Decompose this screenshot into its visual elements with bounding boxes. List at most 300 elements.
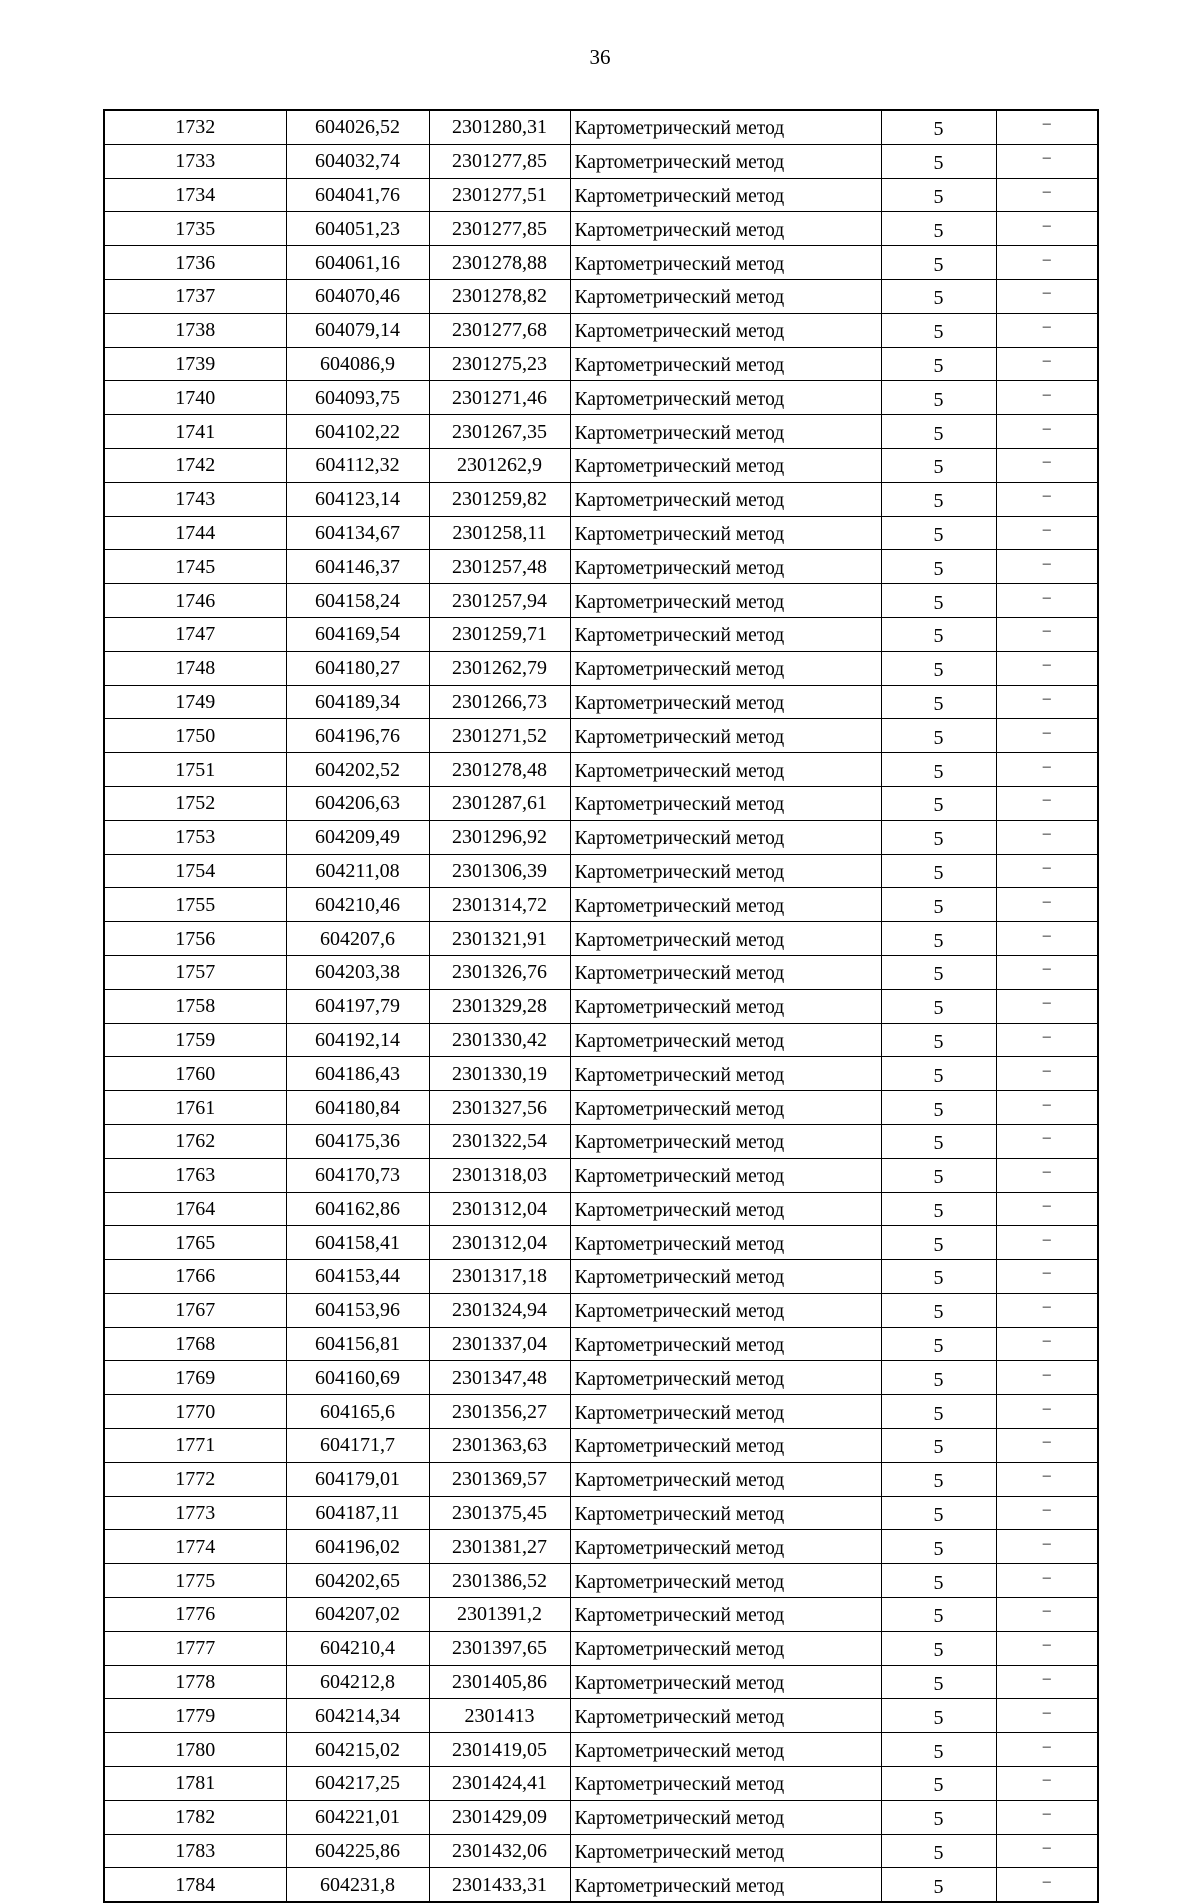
x-coordinate-cell: 604217,25: [286, 1767, 429, 1801]
note-cell: –: [996, 1293, 1098, 1327]
method-cell: Картометрический метод: [570, 1057, 881, 1091]
accuracy-cell: 5: [881, 1462, 996, 1496]
table-row: [104, 1124, 1098, 1158]
note-cell: –: [996, 1462, 1098, 1496]
note-cell: –: [996, 246, 1098, 280]
table-row: [104, 415, 1098, 449]
note-cell: –: [996, 1260, 1098, 1294]
note-cell: –: [996, 786, 1098, 820]
note-cell: –: [996, 1429, 1098, 1463]
y-coordinate-cell: 2301330,42: [429, 1023, 570, 1057]
accuracy-cell: 5: [881, 1124, 996, 1158]
x-coordinate-cell: 604165,6: [286, 1395, 429, 1429]
method-cell: Картометрический метод: [570, 1158, 881, 1192]
accuracy-cell: 5: [881, 347, 996, 381]
table-row: [104, 753, 1098, 787]
method-cell: Картометрический метод: [570, 753, 881, 787]
accuracy-cell: 5: [881, 1057, 996, 1091]
method-cell: Картометрический метод: [570, 989, 881, 1023]
accuracy-cell: 5: [881, 246, 996, 280]
y-coordinate-cell: 2301318,03: [429, 1158, 570, 1192]
accuracy-cell: 5: [881, 1733, 996, 1767]
y-coordinate-cell: 2301271,46: [429, 381, 570, 415]
y-coordinate-cell: 2301330,19: [429, 1057, 570, 1091]
x-coordinate-cell: 604070,46: [286, 279, 429, 313]
note-cell: –: [996, 1665, 1098, 1699]
note-cell: –: [996, 279, 1098, 313]
point-number-cell: 1779: [104, 1699, 286, 1733]
method-cell: Картометрический метод: [570, 1767, 881, 1801]
accuracy-cell: 5: [881, 719, 996, 753]
table-row: [104, 1800, 1098, 1834]
y-coordinate-cell: 2301258,11: [429, 516, 570, 550]
accuracy-cell: 5: [881, 1158, 996, 1192]
table-row: [104, 1868, 1098, 1902]
point-number-cell: 1771: [104, 1429, 286, 1463]
note-cell: –: [996, 415, 1098, 449]
accuracy-cell: 5: [881, 1192, 996, 1226]
y-coordinate-cell: 2301397,65: [429, 1631, 570, 1665]
table-row: [104, 989, 1098, 1023]
y-coordinate-cell: 2301347,48: [429, 1361, 570, 1395]
x-coordinate-cell: 604134,67: [286, 516, 429, 550]
method-cell: Картометрический метод: [570, 1733, 881, 1767]
accuracy-cell: 5: [881, 1260, 996, 1294]
accuracy-cell: 5: [881, 753, 996, 787]
accuracy-cell: 5: [881, 786, 996, 820]
table-row: [104, 854, 1098, 888]
table-row: [104, 1598, 1098, 1632]
method-cell: Картометрический метод: [570, 888, 881, 922]
accuracy-cell: 5: [881, 1293, 996, 1327]
accuracy-cell: 5: [881, 1091, 996, 1125]
note-cell: –: [996, 854, 1098, 888]
accuracy-cell: 5: [881, 955, 996, 989]
x-coordinate-cell: 604202,65: [286, 1564, 429, 1598]
x-coordinate-cell: 604210,46: [286, 888, 429, 922]
coordinates-table-body: [104, 110, 1098, 1902]
y-coordinate-cell: 2301337,04: [429, 1327, 570, 1361]
note-cell: –: [996, 1564, 1098, 1598]
accuracy-cell: 5: [881, 482, 996, 516]
note-cell: –: [996, 1834, 1098, 1868]
method-cell: Картометрический метод: [570, 347, 881, 381]
method-cell: Картометрический метод: [570, 313, 881, 347]
y-coordinate-cell: 2301429,09: [429, 1800, 570, 1834]
method-cell: Картометрический метод: [570, 719, 881, 753]
point-number-cell: 1744: [104, 516, 286, 550]
table-row: [104, 1496, 1098, 1530]
method-cell: Картометрический метод: [570, 1800, 881, 1834]
method-cell: Картометрический метод: [570, 1564, 881, 1598]
y-coordinate-cell: 2301405,86: [429, 1665, 570, 1699]
y-coordinate-cell: 2301413: [429, 1699, 570, 1733]
y-coordinate-cell: 2301391,2: [429, 1598, 570, 1632]
y-coordinate-cell: 2301327,56: [429, 1091, 570, 1125]
method-cell: Картометрический метод: [570, 1023, 881, 1057]
accuracy-cell: 5: [881, 1834, 996, 1868]
x-coordinate-cell: 604169,54: [286, 617, 429, 651]
point-number-cell: 1754: [104, 854, 286, 888]
x-coordinate-cell: 604187,11: [286, 1496, 429, 1530]
table-row: [104, 1834, 1098, 1868]
method-cell: Картометрический метод: [570, 1260, 881, 1294]
method-cell: Картометрический метод: [570, 1327, 881, 1361]
y-coordinate-cell: 2301278,88: [429, 246, 570, 280]
point-number-cell: 1767: [104, 1293, 286, 1327]
table-row: [104, 719, 1098, 753]
point-number-cell: 1782: [104, 1800, 286, 1834]
point-number-cell: 1753: [104, 820, 286, 854]
y-coordinate-cell: 2301356,27: [429, 1395, 570, 1429]
x-coordinate-cell: 604175,36: [286, 1124, 429, 1158]
point-number-cell: 1750: [104, 719, 286, 753]
table-row: [104, 313, 1098, 347]
method-cell: Картометрический метод: [570, 381, 881, 415]
method-cell: Картометрический метод: [570, 1124, 881, 1158]
point-number-cell: 1739: [104, 347, 286, 381]
note-cell: –: [996, 178, 1098, 212]
table-row: [104, 1158, 1098, 1192]
note-cell: –: [996, 955, 1098, 989]
accuracy-cell: 5: [881, 617, 996, 651]
table-row: [104, 448, 1098, 482]
accuracy-cell: 5: [881, 888, 996, 922]
note-cell: –: [996, 1800, 1098, 1834]
y-coordinate-cell: 2301317,18: [429, 1260, 570, 1294]
point-number-cell: 1756: [104, 922, 286, 956]
note-cell: –: [996, 110, 1098, 144]
table-row: [104, 110, 1098, 144]
table-row: [104, 1631, 1098, 1665]
method-cell: Картометрический метод: [570, 955, 881, 989]
accuracy-cell: 5: [881, 313, 996, 347]
table-row: [104, 820, 1098, 854]
x-coordinate-cell: 604192,14: [286, 1023, 429, 1057]
accuracy-cell: 5: [881, 1800, 996, 1834]
note-cell: –: [996, 584, 1098, 618]
table-row: [104, 1192, 1098, 1226]
y-coordinate-cell: 2301312,04: [429, 1192, 570, 1226]
note-cell: –: [996, 1023, 1098, 1057]
accuracy-cell: 5: [881, 110, 996, 144]
table-row: [104, 1260, 1098, 1294]
point-number-cell: 1759: [104, 1023, 286, 1057]
x-coordinate-cell: 604202,52: [286, 753, 429, 787]
y-coordinate-cell: 2301257,48: [429, 550, 570, 584]
note-cell: –: [996, 1192, 1098, 1226]
y-coordinate-cell: 2301287,61: [429, 786, 570, 820]
note-cell: –: [996, 820, 1098, 854]
point-number-cell: 1755: [104, 888, 286, 922]
y-coordinate-cell: 2301271,52: [429, 719, 570, 753]
point-number-cell: 1773: [104, 1496, 286, 1530]
table-row: [104, 178, 1098, 212]
method-cell: Картометрический метод: [570, 482, 881, 516]
point-number-cell: 1748: [104, 651, 286, 685]
table-row: [104, 1530, 1098, 1564]
accuracy-cell: 5: [881, 1496, 996, 1530]
note-cell: –: [996, 1733, 1098, 1767]
y-coordinate-cell: 2301322,54: [429, 1124, 570, 1158]
method-cell: Картометрический метод: [570, 617, 881, 651]
point-number-cell: 1757: [104, 955, 286, 989]
point-number-cell: 1733: [104, 144, 286, 178]
point-number-cell: 1752: [104, 786, 286, 820]
y-coordinate-cell: 2301266,73: [429, 685, 570, 719]
x-coordinate-cell: 604051,23: [286, 212, 429, 246]
table-row: [104, 955, 1098, 989]
x-coordinate-cell: 604231,8: [286, 1868, 429, 1902]
y-coordinate-cell: 2301277,51: [429, 178, 570, 212]
x-coordinate-cell: 604221,01: [286, 1800, 429, 1834]
x-coordinate-cell: 604186,43: [286, 1057, 429, 1091]
accuracy-cell: 5: [881, 516, 996, 550]
y-coordinate-cell: 2301262,9: [429, 448, 570, 482]
point-number-cell: 1738: [104, 313, 286, 347]
x-coordinate-cell: 604170,73: [286, 1158, 429, 1192]
point-number-cell: 1732: [104, 110, 286, 144]
accuracy-cell: 5: [881, 415, 996, 449]
page-number: 36: [589, 45, 611, 69]
x-coordinate-cell: 604206,63: [286, 786, 429, 820]
method-cell: Картометрический метод: [570, 651, 881, 685]
note-cell: –: [996, 448, 1098, 482]
x-coordinate-cell: 604196,02: [286, 1530, 429, 1564]
x-coordinate-cell: 604207,6: [286, 922, 429, 956]
table-row: [104, 347, 1098, 381]
accuracy-cell: 5: [881, 1429, 996, 1463]
y-coordinate-cell: 2301419,05: [429, 1733, 570, 1767]
y-coordinate-cell: 2301257,94: [429, 584, 570, 618]
method-cell: Картометрический метод: [570, 1530, 881, 1564]
method-cell: Картометрический метод: [570, 448, 881, 482]
accuracy-cell: 5: [881, 1699, 996, 1733]
accuracy-cell: 5: [881, 279, 996, 313]
y-coordinate-cell: 2301326,76: [429, 955, 570, 989]
accuracy-cell: 5: [881, 144, 996, 178]
note-cell: –: [996, 1767, 1098, 1801]
x-coordinate-cell: 604032,74: [286, 144, 429, 178]
table-row: [104, 1327, 1098, 1361]
note-cell: –: [996, 550, 1098, 584]
note-cell: –: [996, 989, 1098, 1023]
method-cell: Картометрический метод: [570, 1395, 881, 1429]
method-cell: Картометрический метод: [570, 550, 881, 584]
accuracy-cell: 5: [881, 381, 996, 415]
method-cell: Картометрический метод: [570, 415, 881, 449]
y-coordinate-cell: 2301375,45: [429, 1496, 570, 1530]
accuracy-cell: 5: [881, 178, 996, 212]
x-coordinate-cell: 604061,16: [286, 246, 429, 280]
accuracy-cell: 5: [881, 1226, 996, 1260]
x-coordinate-cell: 604171,7: [286, 1429, 429, 1463]
accuracy-cell: 5: [881, 1530, 996, 1564]
x-coordinate-cell: 604179,01: [286, 1462, 429, 1496]
accuracy-cell: 5: [881, 1395, 996, 1429]
note-cell: –: [996, 1361, 1098, 1395]
note-cell: –: [996, 719, 1098, 753]
point-number-cell: 1760: [104, 1057, 286, 1091]
x-coordinate-cell: 604210,4: [286, 1631, 429, 1665]
y-coordinate-cell: 2301369,57: [429, 1462, 570, 1496]
x-coordinate-cell: 604112,32: [286, 448, 429, 482]
method-cell: Картометрический метод: [570, 144, 881, 178]
x-coordinate-cell: 604079,14: [286, 313, 429, 347]
point-number-cell: 1780: [104, 1733, 286, 1767]
table-row: [104, 1023, 1098, 1057]
x-coordinate-cell: 604093,75: [286, 381, 429, 415]
method-cell: Картометрический метод: [570, 820, 881, 854]
note-cell: –: [996, 1395, 1098, 1429]
note-cell: –: [996, 1057, 1098, 1091]
x-coordinate-cell: 604225,86: [286, 1834, 429, 1868]
y-coordinate-cell: 2301280,31: [429, 110, 570, 144]
note-cell: –: [996, 1868, 1098, 1902]
point-number-cell: 1766: [104, 1260, 286, 1294]
method-cell: Картометрический метод: [570, 1598, 881, 1632]
point-number-cell: 1743: [104, 482, 286, 516]
y-coordinate-cell: 2301432,06: [429, 1834, 570, 1868]
accuracy-cell: 5: [881, 1631, 996, 1665]
accuracy-cell: 5: [881, 651, 996, 685]
table-row: [104, 1293, 1098, 1327]
method-cell: Картометрический метод: [570, 279, 881, 313]
x-coordinate-cell: 604146,37: [286, 550, 429, 584]
accuracy-cell: 5: [881, 584, 996, 618]
note-cell: –: [996, 381, 1098, 415]
y-coordinate-cell: 2301424,41: [429, 1767, 570, 1801]
table-row: [104, 1699, 1098, 1733]
note-cell: –: [996, 1327, 1098, 1361]
accuracy-cell: 5: [881, 550, 996, 584]
method-cell: Картометрический метод: [570, 1192, 881, 1226]
table-row: [104, 212, 1098, 246]
y-coordinate-cell: 2301329,28: [429, 989, 570, 1023]
point-number-cell: 1772: [104, 1462, 286, 1496]
accuracy-cell: 5: [881, 820, 996, 854]
table-row: [104, 279, 1098, 313]
point-number-cell: 1770: [104, 1395, 286, 1429]
method-cell: Картометрический метод: [570, 1226, 881, 1260]
method-cell: Картометрический метод: [570, 246, 881, 280]
x-coordinate-cell: 604189,34: [286, 685, 429, 719]
point-number-cell: 1746: [104, 584, 286, 618]
x-coordinate-cell: 604215,02: [286, 1733, 429, 1767]
y-coordinate-cell: 2301278,82: [429, 279, 570, 313]
table-row: [104, 246, 1098, 280]
point-number-cell: 1781: [104, 1767, 286, 1801]
point-number-cell: 1769: [104, 1361, 286, 1395]
x-coordinate-cell: 604212,8: [286, 1665, 429, 1699]
point-number-cell: 1758: [104, 989, 286, 1023]
x-coordinate-cell: 604156,81: [286, 1327, 429, 1361]
note-cell: –: [996, 1124, 1098, 1158]
note-cell: –: [996, 922, 1098, 956]
y-coordinate-cell: 2301312,04: [429, 1226, 570, 1260]
x-coordinate-cell: 604041,76: [286, 178, 429, 212]
point-number-cell: 1747: [104, 617, 286, 651]
x-coordinate-cell: 604102,22: [286, 415, 429, 449]
point-number-cell: 1734: [104, 178, 286, 212]
table-row: [104, 1395, 1098, 1429]
accuracy-cell: 5: [881, 854, 996, 888]
x-coordinate-cell: 604214,34: [286, 1699, 429, 1733]
point-number-cell: 1751: [104, 753, 286, 787]
x-coordinate-cell: 604196,76: [286, 719, 429, 753]
x-coordinate-cell: 604211,08: [286, 854, 429, 888]
point-number-cell: 1774: [104, 1530, 286, 1564]
method-cell: Картометрический метод: [570, 1496, 881, 1530]
table-row: [104, 516, 1098, 550]
x-coordinate-cell: 604086,9: [286, 347, 429, 381]
accuracy-cell: 5: [881, 1023, 996, 1057]
note-cell: –: [996, 347, 1098, 381]
accuracy-cell: 5: [881, 989, 996, 1023]
note-cell: –: [996, 1598, 1098, 1632]
x-coordinate-cell: 604123,14: [286, 482, 429, 516]
note-cell: –: [996, 1158, 1098, 1192]
note-cell: –: [996, 212, 1098, 246]
table-row: [104, 888, 1098, 922]
note-cell: –: [996, 617, 1098, 651]
table-row: [104, 1564, 1098, 1598]
note-cell: –: [996, 144, 1098, 178]
note-cell: –: [996, 516, 1098, 550]
method-cell: Картометрический метод: [570, 1462, 881, 1496]
y-coordinate-cell: 2301296,92: [429, 820, 570, 854]
accuracy-cell: 5: [881, 1327, 996, 1361]
method-cell: Картометрический метод: [570, 854, 881, 888]
table-row: [104, 144, 1098, 178]
table-row: [104, 482, 1098, 516]
y-coordinate-cell: 2301277,85: [429, 212, 570, 246]
note-cell: –: [996, 1699, 1098, 1733]
y-coordinate-cell: 2301277,85: [429, 144, 570, 178]
table-row: [104, 922, 1098, 956]
point-number-cell: 1775: [104, 1564, 286, 1598]
x-coordinate-cell: 604162,86: [286, 1192, 429, 1226]
method-cell: Картометрический метод: [570, 178, 881, 212]
accuracy-cell: 5: [881, 1564, 996, 1598]
method-cell: Картометрический метод: [570, 1091, 881, 1125]
point-number-cell: 1776: [104, 1598, 286, 1632]
table-row: [104, 1429, 1098, 1463]
point-number-cell: 1762: [104, 1124, 286, 1158]
y-coordinate-cell: 2301386,52: [429, 1564, 570, 1598]
table-row: [104, 685, 1098, 719]
table-row: [104, 1226, 1098, 1260]
point-number-cell: 1768: [104, 1327, 286, 1361]
x-coordinate-cell: 604026,52: [286, 110, 429, 144]
table-row: [104, 584, 1098, 618]
method-cell: Картометрический метод: [570, 1293, 881, 1327]
x-coordinate-cell: 604209,49: [286, 820, 429, 854]
y-coordinate-cell: 2301381,27: [429, 1530, 570, 1564]
table-row: [104, 1767, 1098, 1801]
method-cell: Картометрический метод: [570, 786, 881, 820]
table-row: [104, 1462, 1098, 1496]
y-coordinate-cell: 2301433,31: [429, 1868, 570, 1902]
x-coordinate-cell: 604158,24: [286, 584, 429, 618]
note-cell: –: [996, 888, 1098, 922]
method-cell: Картометрический метод: [570, 1361, 881, 1395]
method-cell: Картометрический метод: [570, 685, 881, 719]
table-row: [104, 1733, 1098, 1767]
table-row: [104, 381, 1098, 415]
point-number-cell: 1742: [104, 448, 286, 482]
method-cell: Картометрический метод: [570, 212, 881, 246]
